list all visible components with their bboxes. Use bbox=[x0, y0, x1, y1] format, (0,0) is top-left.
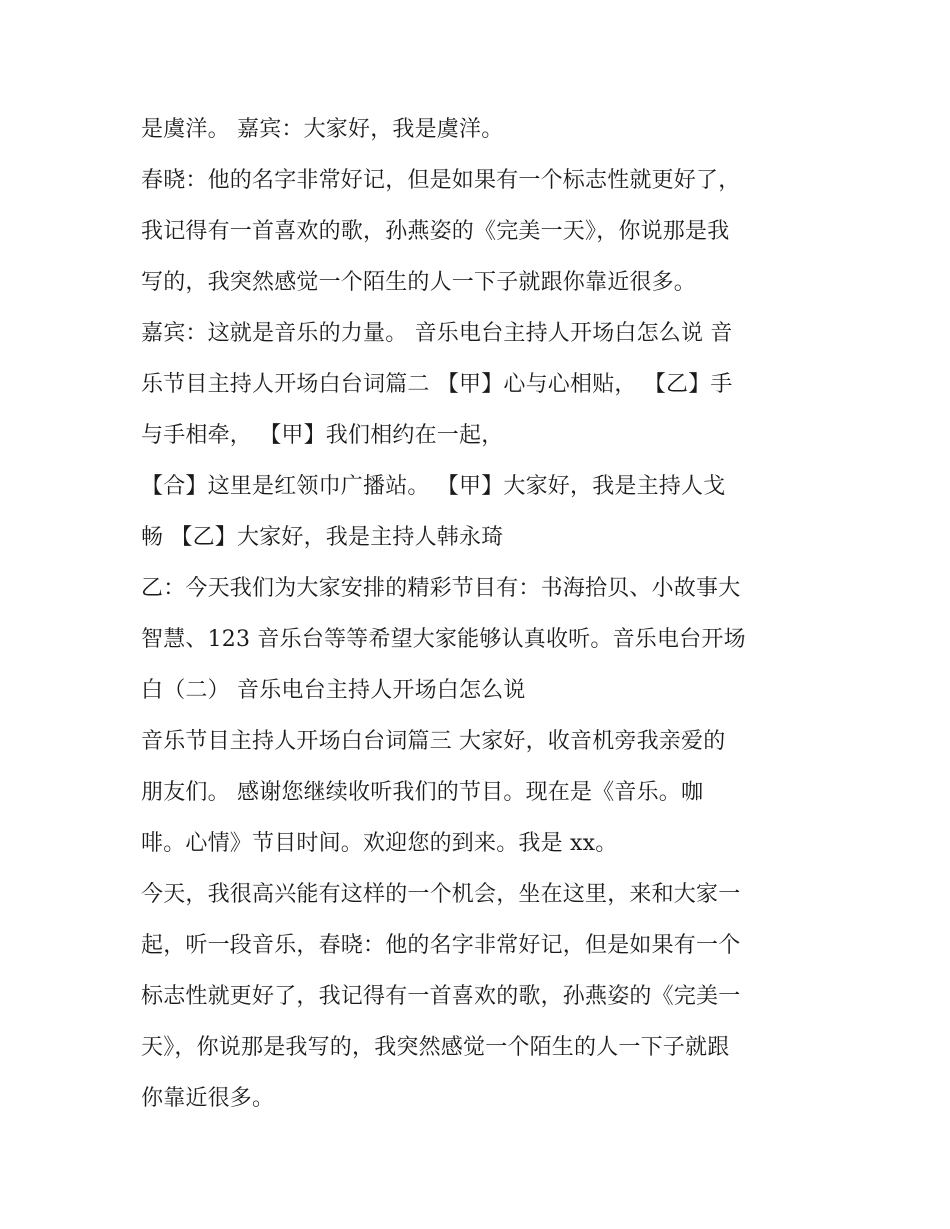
text-line: 【合】这里是红领巾广播站。 【甲】大家好，我是主持人戈 bbox=[141, 474, 726, 499]
text-line: 与手相牵， 【甲】我们相约在一起， bbox=[141, 423, 504, 448]
text-line: 音乐节目主持人开场白台词篇三 大家好，收音机旁我亲爱的 bbox=[141, 729, 726, 754]
text-line: 啡。心情》节目时间。欢迎您的到来。我是 xx。 bbox=[141, 831, 618, 856]
text-line: 起，听一段音乐，春晓：他的名字非常好记，但是如果有一个 bbox=[141, 933, 741, 958]
text-line: 我记得有一首喜欢的歌，孙燕姿的《完美一天》，你说那是我 bbox=[141, 219, 730, 244]
text-line: 写的，我突然感觉一个陌生的人一下子就跟你靠近很多。 bbox=[141, 270, 697, 295]
text-line: 乐节目主持人开场白台词篇二 【甲】心与心相贴， 【乙】手 bbox=[141, 372, 733, 397]
text-line: 朋友们。 感谢您继续收听我们的节目。现在是《音乐。咖 bbox=[141, 780, 704, 805]
text-line: 你靠近很多。 bbox=[141, 1086, 275, 1111]
text-line: 今天，我很高兴能有这样的一个机会，坐在这里，来和大家一 bbox=[141, 882, 741, 907]
text-line: 白（二） 音乐电台主持人开场白怎么说 bbox=[141, 678, 526, 703]
text-line: 嘉宾：这就是音乐的力量。 音乐电台主持人开场白怎么说 音 bbox=[141, 321, 733, 346]
text-line: 春晓：他的名字非常好记，但是如果有一个标志性就更好了， bbox=[141, 168, 741, 193]
text-line: 乙：今天我们为大家安排的精彩节目有：书海拾贝、小故事大 bbox=[141, 576, 741, 601]
text-line: 是虞洋。 嘉宾：大家好，我是虞洋。 bbox=[141, 117, 504, 142]
text-line: 畅 【乙】大家好，我是主持人韩永琦 bbox=[141, 525, 504, 550]
text-line: 智慧、123 音乐台等等希望大家能够认真收听。音乐电台开场 bbox=[141, 627, 746, 652]
document-body bbox=[141, 104, 831, 1124]
text-line: 天》，你说那是我写的，我突然感觉一个陌生的人一下子就跟 bbox=[141, 1035, 730, 1060]
text-line: 标志性就更好了，我记得有一首喜欢的歌，孙燕姿的《完美一 bbox=[141, 984, 741, 1009]
